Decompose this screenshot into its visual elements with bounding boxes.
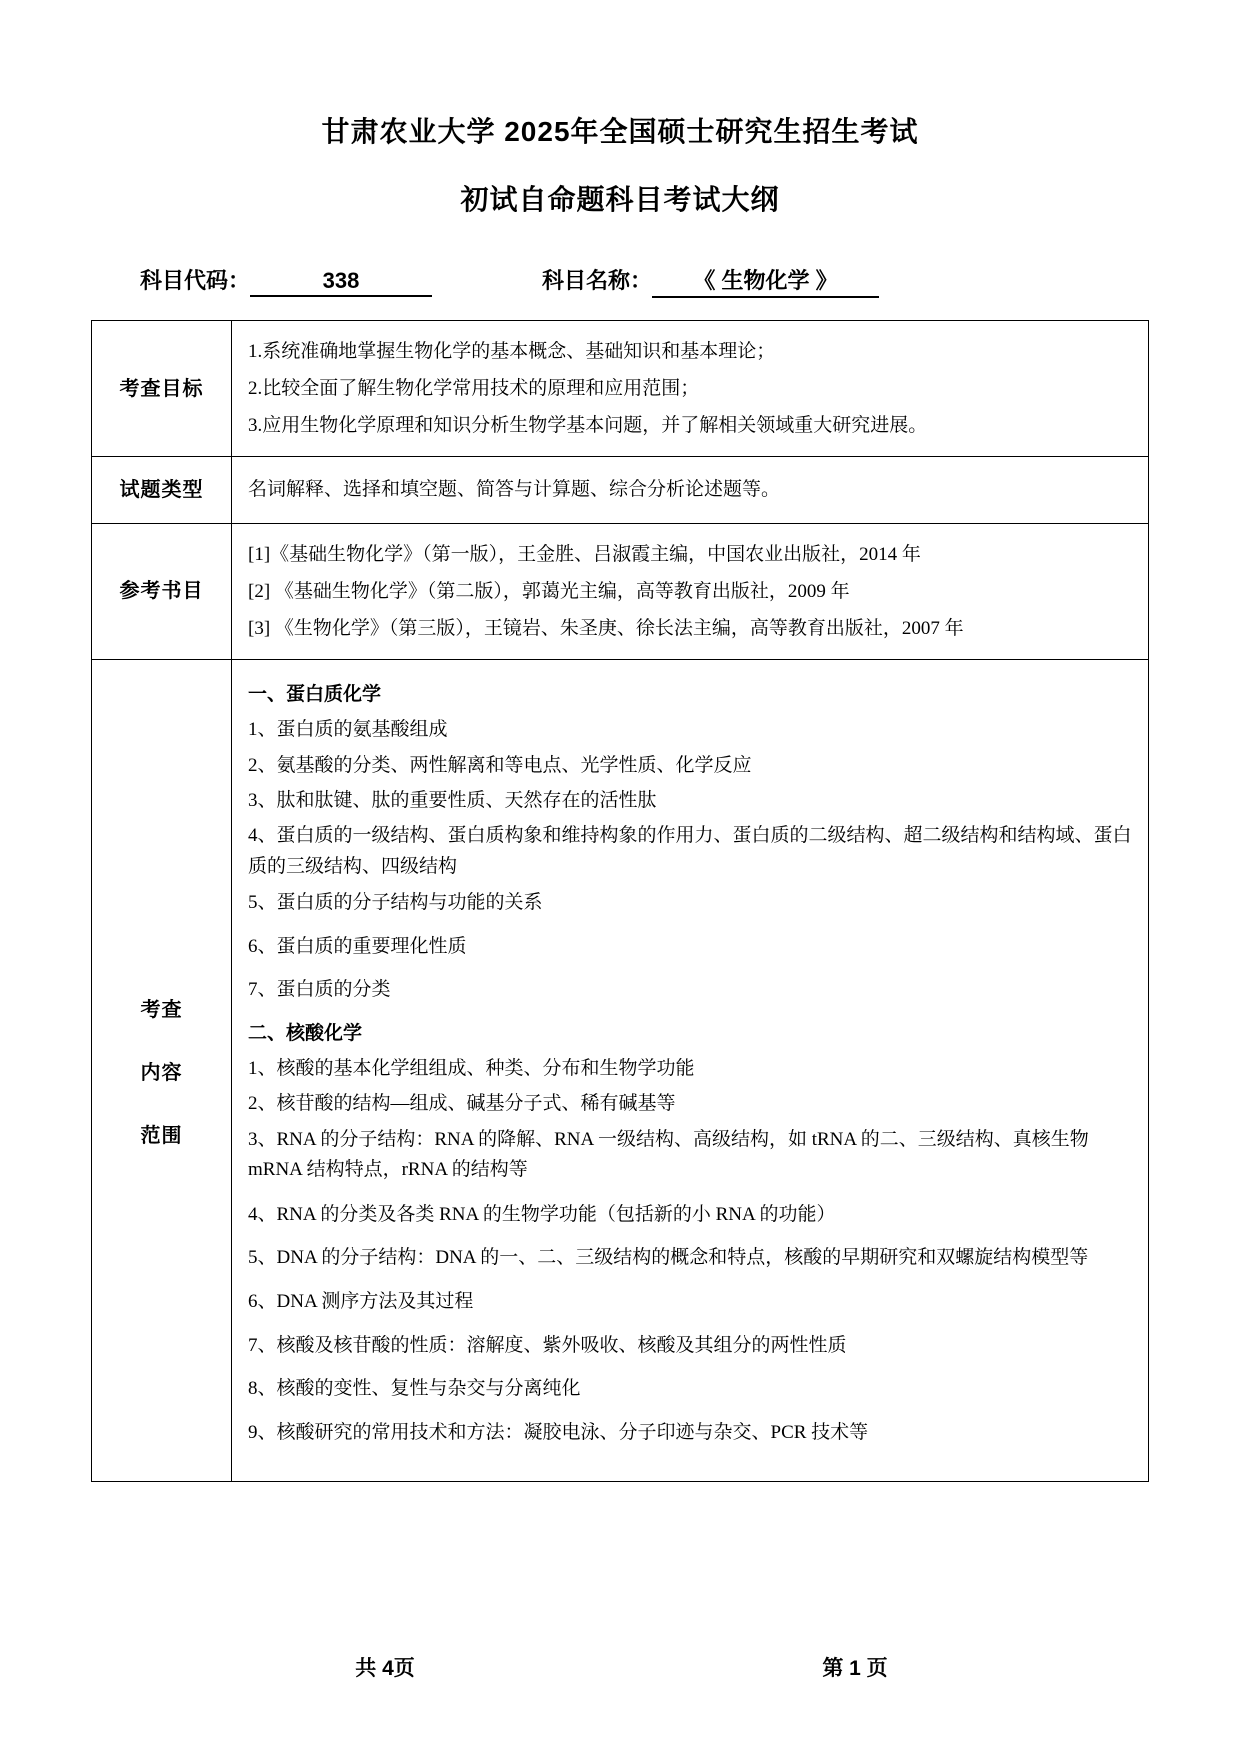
scope-item: 7、核酸及核苷酸的性质：溶解度、紫外吸收、核酸及其组分的两性性质 bbox=[248, 1334, 847, 1356]
subject-name-value: 《 生物化学 》 bbox=[652, 264, 879, 298]
objective-item: 3.应用生物化学原理和知识分析生物学基本问题，并了解相关领域重大研究进展。 bbox=[248, 415, 928, 437]
question-types-text: 名词解释、选择和填空题、简答与计算题、综合分析论述题等。 bbox=[248, 479, 781, 501]
row-content-scope-cell bbox=[232, 659, 1149, 1482]
row-label-question-types-cell bbox=[92, 457, 232, 523]
row-label-scope-line-3: 范围 bbox=[140, 1124, 183, 1147]
subject-info-line bbox=[0, 264, 1240, 298]
scope-item: 4、蛋白质的一级结构、蛋白质构象和维持构象的作用力、蛋白质的二级结构、超二级结构和结构域、蛋白质的三级结构、四级结构 bbox=[248, 825, 1132, 877]
row-label-scope-line-2: 内容 bbox=[140, 1061, 183, 1084]
subject-name-group bbox=[542, 264, 879, 298]
scope-item: 9、核酸研究的常用技术和方法：凝胶电泳、分子印迹与杂交、PCR 技术等 bbox=[248, 1421, 869, 1443]
scope-item: 3、RNA 的分子结构：RNA 的降解、RNA 一级结构、高级结构，如 tRNA 的二、三级结构、真核生物 mRNA 结构特点，rRNA 的结构等 bbox=[248, 1128, 1089, 1181]
table-row-objectives bbox=[92, 321, 1149, 457]
scope-section-heading: 二、核酸化学 bbox=[248, 1022, 363, 1044]
reference-item: [1]《基础生物化学》（第一版），王金胜、吕淑霞主编，中国农业出版社，2014 年 bbox=[248, 543, 921, 565]
row-label-scope-line-1: 考查 bbox=[140, 998, 183, 1021]
scope-content bbox=[232, 660, 1148, 1482]
footer-current-page: 第 1 页 bbox=[822, 1657, 888, 1680]
row-content-question-types-cell bbox=[232, 457, 1149, 523]
scope-item: 6、蛋白质的重要理化性质 bbox=[248, 935, 467, 957]
scope-item: 4、RNA 的分类及各类 RNA 的生物学功能（包括新的小 RNA 的功能） bbox=[248, 1203, 836, 1225]
subject-name-label: 科目名称： bbox=[542, 268, 653, 293]
page-footer bbox=[0, 1652, 1240, 1682]
page-title-line-1: 甘肃农业大学 2025年全国硕士研究生招生考试 bbox=[321, 116, 919, 147]
subject-code-value: 338 bbox=[250, 268, 432, 297]
references-list bbox=[232, 524, 1148, 659]
row-label-references-cell bbox=[92, 523, 232, 659]
scope-item: 5、DNA 的分子结构：DNA 的一、二、三级结构的概念和特点，核酸的早期研究和双螺旋结构模型等 bbox=[248, 1247, 1089, 1269]
scope-item: 5、蛋白质的分子结构与功能的关系 bbox=[248, 892, 543, 914]
page-title-line-2: 初试自命题科目考试大纲 bbox=[460, 184, 780, 215]
scope-section-heading: 一、蛋白质化学 bbox=[248, 683, 382, 705]
footer-total-pages: 共 4页 bbox=[355, 1657, 415, 1680]
table-row-references bbox=[92, 523, 1149, 659]
syllabus-table bbox=[91, 320, 1149, 1482]
table-row-question-types bbox=[92, 457, 1149, 523]
row-label-scope-cell bbox=[92, 659, 232, 1482]
question-types-body bbox=[232, 457, 1148, 522]
scope-item: 3、肽和肽键、肽的重要性质、天然存在的活性肽 bbox=[248, 790, 657, 812]
reference-item: [2] 《基础生物化学》（第二版），郭蔼光主编，高等教育出版社，2009 年 bbox=[248, 580, 850, 602]
objectives-list bbox=[232, 321, 1148, 456]
row-label-references: 参考书目 bbox=[119, 580, 204, 603]
scope-item: 6、DNA 测序方法及其过程 bbox=[248, 1291, 474, 1313]
table-row-scope bbox=[92, 659, 1149, 1482]
row-content-references-cell bbox=[232, 523, 1149, 659]
objective-item: 1.系统准确地掌握生物化学的基本概念、基础知识和基本理论； bbox=[248, 341, 776, 362]
objective-item: 2.比较全面了解生物化学常用技术的原理和应用范围； bbox=[248, 378, 700, 400]
subject-code-group bbox=[140, 264, 432, 297]
scope-item: 2、核苷酸的结构—组成、碱基分子式、稀有碱基等 bbox=[248, 1093, 676, 1115]
scope-item: 7、蛋白质的分类 bbox=[248, 979, 391, 1001]
reference-item: [3] 《生物化学》（第三版），王镜岩、朱圣庚、徐长法主编，高等教育出版社，2007 年 bbox=[248, 617, 964, 639]
title-block bbox=[0, 0, 1240, 214]
scope-item: 1、核酸的基本化学组组成、种类、分布和生物学功能 bbox=[248, 1058, 695, 1079]
scope-item: 1、蛋白质的氨基酸组成 bbox=[248, 719, 448, 741]
row-label-objectives: 考查目标 bbox=[119, 377, 204, 400]
row-label-question-types: 试题类型 bbox=[119, 478, 204, 501]
scope-item: 2、氨基酸的分类、两性解离和等电点、光学性质、化学反应 bbox=[248, 754, 752, 776]
scope-item: 8、核酸的变性、复性与杂交与分离纯化 bbox=[248, 1378, 581, 1400]
row-label-objectives-cell bbox=[92, 321, 232, 457]
row-content-objectives-cell bbox=[232, 321, 1149, 457]
row-label-scope bbox=[92, 993, 231, 1148]
subject-code-label: 科目代码： bbox=[140, 268, 251, 293]
